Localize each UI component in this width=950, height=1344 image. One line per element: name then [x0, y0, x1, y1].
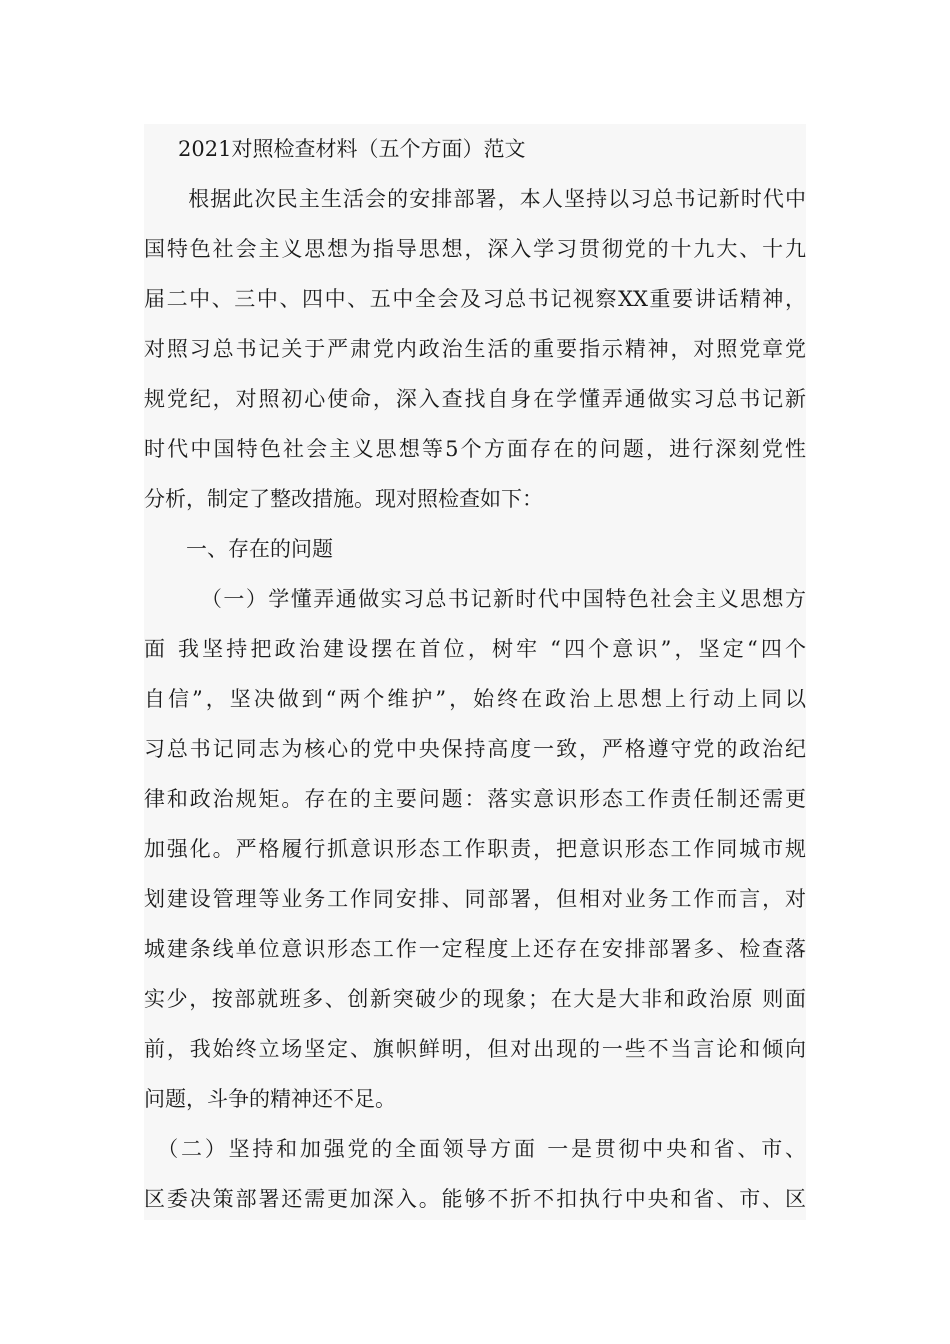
paragraph-line: 届二中、三中、四中、五中全会及习总书记视察XX重要讲话精神， — [144, 287, 806, 311]
paragraph-line: 前，我始终立场坚定、旗帜鲜明，但对出现的一些不当言论和倾向 — [144, 1037, 806, 1061]
paragraph-line: 面 我坚持把政治建设摆在首位，树牢 “四个意识”，坚定“四个 — [144, 637, 806, 661]
paragraph-line: 划建设管理等业务工作同安排、同部署，但相对业务工作而言，对 — [144, 887, 806, 911]
paragraph-line: （二）坚持和加强党的全面领导方面 一是贯彻中央和省、市、 — [144, 1137, 806, 1161]
paragraph-line: 区委决策部署还需更加深入。能够不折不扣执行中央和省、市、区 — [144, 1187, 806, 1211]
paragraph-line: 实少，按部就班多、创新突破少的现象；在大是大非和政治原 则面 — [144, 987, 806, 1011]
paragraph-line: 规党纪，对照初心使命，深入查找自身在学懂弄通做实习总书记新 — [144, 387, 806, 411]
paragraph-line: 时代中国特色社会主义思想等5个方面存在的问题，进行深刻党性 — [144, 437, 806, 461]
paragraph-line: 律和政治规矩。存在的主要问题：落实意识形态工作责任制还需更 — [144, 787, 806, 811]
paragraph-line: 国特色社会主义思想为指导思想，深入学习贯彻党的十九大、十九 — [144, 237, 806, 261]
paragraph-line: 习总书记同志为核心的党中央保持高度一致，严格遵守党的政治纪 — [144, 737, 806, 761]
paragraph-line: 对照习总书记关于严肃党内政治生活的重要指示精神，对照党章党 — [144, 337, 806, 361]
paragraph-line: 问题，斗争的精神还不足。 — [144, 1087, 396, 1111]
paragraph-line: （一）学懂弄通做实习总书记新时代中国特色社会主义思想方 — [144, 587, 806, 611]
paragraph-line: 自信”，坚决做到“两个维护”，始终在政治上思想上行动上同以 — [144, 687, 806, 711]
paragraph-line: 分析，制定了整改措施。现对照检查如下： — [144, 487, 543, 511]
paragraph-line: 城建条线单位意识形态工作一定程度上还存在安排部署多、检查落 — [144, 937, 806, 961]
paragraph-line: 加强化。严格履行抓意识形态工作职责，把意识形态工作同城市规 — [144, 837, 806, 861]
section-heading: 一、存在的问题 — [144, 537, 333, 561]
document-title: 2021对照检查材料（五个方面）范文 — [178, 137, 526, 161]
paragraph-line: 根据此次民主生活会的安排部署，本人坚持以习总书记新时代中 — [144, 187, 806, 211]
document-body — [144, 124, 806, 1224]
